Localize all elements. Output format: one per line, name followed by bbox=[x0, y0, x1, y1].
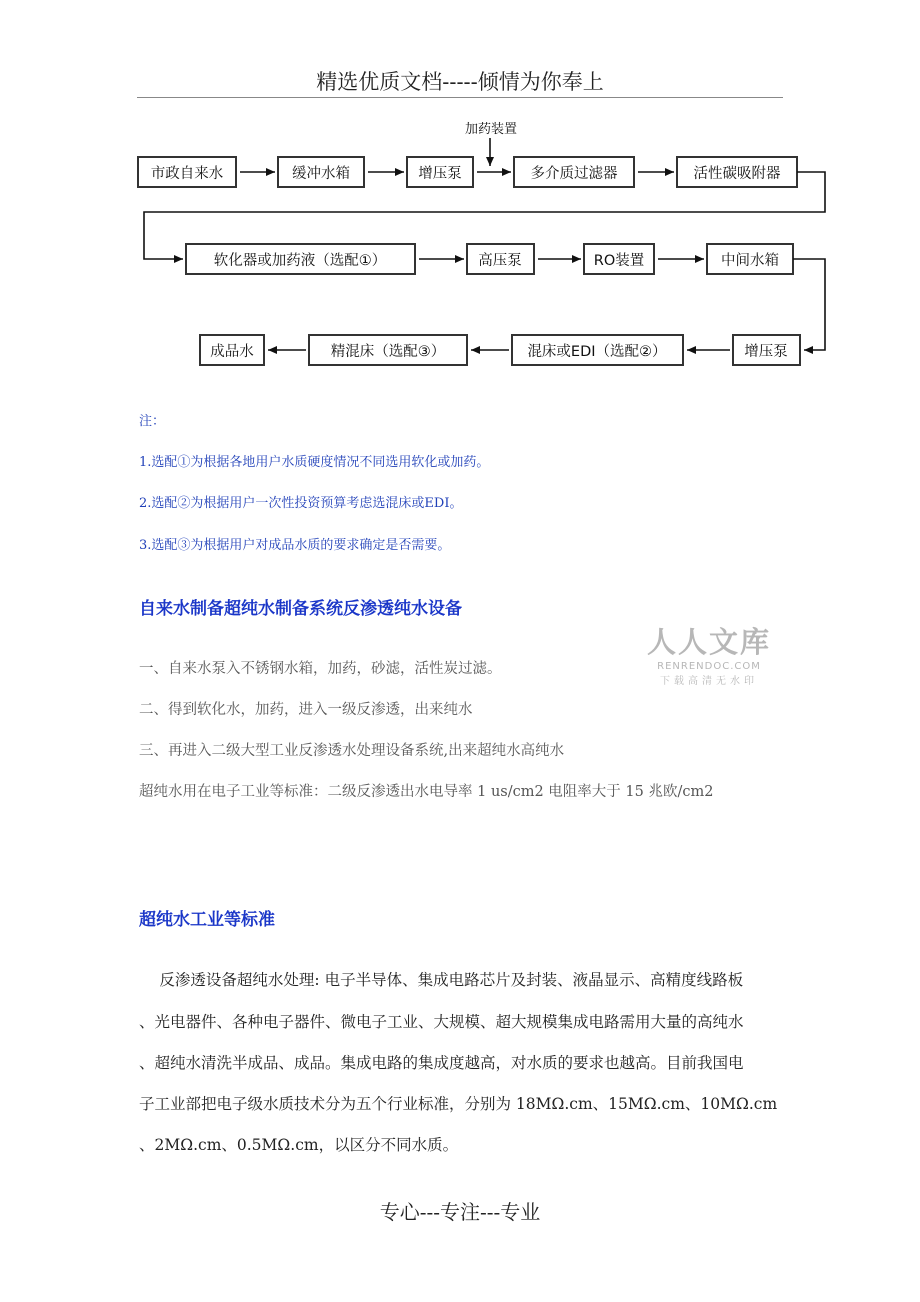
section1-line-4: 超纯水用在电子工业等标准：二级反渗透出水电导率 1 us/cm2 电阻率大于 15 兆欧/cm2 bbox=[139, 784, 714, 800]
note-item-3: 3.选配③为根据用户对成品水质的要求确定是否需要。 bbox=[139, 538, 451, 553]
label-product-water: 成品水 bbox=[210, 344, 254, 360]
watermark-main: 人人文库 bbox=[646, 625, 771, 659]
label-ro-unit: RO装置 bbox=[593, 253, 645, 269]
section2-line-5: 、2MΩ.cm、0.5MΩ.cm，以区分不同水质。 bbox=[139, 1136, 459, 1154]
label-booster-pump-1: 增压泵 bbox=[418, 166, 462, 182]
section2-heading: 超纯水工业等标准 bbox=[139, 910, 275, 930]
watermark-domain: RENRENDOC.COM bbox=[657, 661, 761, 672]
section1-heading: 自来水制备超纯水制备系统反渗透纯水设备 bbox=[139, 599, 462, 619]
section2-line-2: 、光电器件、各种电子器件、微电子工业、大规模、超大规模集成电路需用大量的高纯水 bbox=[139, 1013, 744, 1031]
note-item-2: 2.选配②为根据用户一次性投资预算考虑选混床或EDI。 bbox=[139, 496, 463, 511]
label-intermediate-tank: 中间水箱 bbox=[721, 253, 779, 269]
label-municipal-water: 市政自来水 bbox=[150, 166, 224, 182]
page-header-title: 精选优质文档-----倾情为你奉上 bbox=[316, 70, 604, 94]
page-footer: 专心---专注---专业 bbox=[379, 1200, 541, 1224]
section1-line-3: 三、再进入二级大型工业反渗透水处理设备系统,出来超纯水高纯水 bbox=[139, 743, 565, 759]
section2-line-1: 反渗透设备超纯水处理: 电子半导体、集成电路芯片及封装、液晶显示、高精度线路板 bbox=[139, 971, 744, 989]
label-additive-device: 加药装置 bbox=[464, 122, 518, 137]
label-multimedia-filter: 多介质过滤器 bbox=[530, 166, 618, 182]
label-booster-pump-2: 增压泵 bbox=[744, 344, 788, 360]
label-polishing-bed: 精混床（选配③） bbox=[330, 344, 446, 360]
label-mixed-bed-edi: 混床或EDI（选配②） bbox=[527, 344, 667, 360]
watermark-logo bbox=[644, 620, 774, 687]
label-softener: 软化器或加药液（选配①） bbox=[213, 253, 387, 269]
section2-line-3: 、超纯水清洗半成品、成品。集成电路的集成度越高，对水质的要求也越高。目前我国电 bbox=[139, 1054, 744, 1072]
notes-title: 注： bbox=[139, 414, 166, 429]
label-buffer-tank: 缓冲水箱 bbox=[292, 166, 350, 182]
label-activated-carbon: 活性碳吸附器 bbox=[693, 166, 781, 182]
section1-line-1: 一、自来水泵入不锈钢水箱，加药，砂滤，活性炭过滤。 bbox=[139, 661, 502, 677]
section2-line-4: 子工业部把电子级水质技术分为五个行业标准，分别为 18MΩ.cm、15MΩ.cm、10MΩ.cm bbox=[139, 1095, 778, 1113]
watermark-slogan: 下载高清无水印 bbox=[660, 676, 758, 687]
process-flow-diagram bbox=[0, 0, 920, 380]
label-high-pressure-pump: 高压泵 bbox=[478, 253, 522, 269]
note-item-1: 1.选配①为根据各地用户水质硬度情况不同选用软化或加药。 bbox=[139, 455, 490, 470]
section1-line-2: 二、得到软化水，加药，进入一级反渗透，出来纯水 bbox=[139, 702, 473, 718]
